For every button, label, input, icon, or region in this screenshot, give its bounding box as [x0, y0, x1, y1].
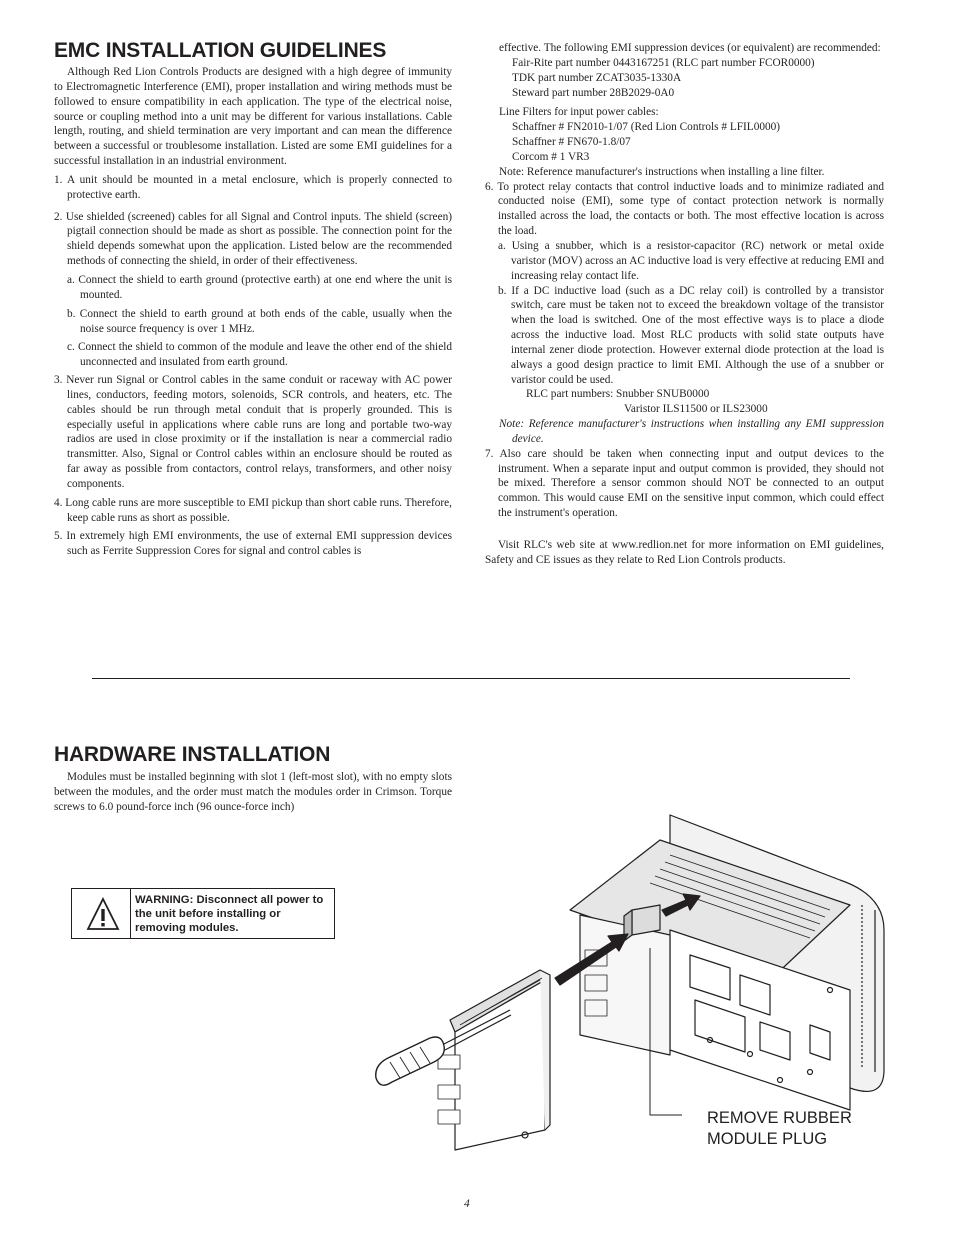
- emc-item-7: 7. Also care should be taken when connecting input and output devices to the instrument. When a separate input and output common is provided, they should not be mixed. Therefore a sensor common should NOT be connected to an output common. This would cause EMI on the sensitive input common, which could effect the instrument's operation.: [485, 447, 884, 520]
- emc-intro: Although Red Lion Controls Products are designed with a high degree of immunity to Electromagnetic Interference (EMI), proper installation and wiring methods must be followed to ensure compatibility in each application. The type of the electrical noise, source or coupling method into a unit may be different for various installations. Cable length, routing, and shield termination are very important and can mean the difference between a successful or troublesome installation. Listed are some EMI guidelines for a successful installation in an industrial environment.: [54, 66, 452, 168]
- warning-divider: [130, 889, 131, 938]
- rlc-part-numbers: RLC part numbers: Snubber SNUB0000: [526, 388, 710, 401]
- warning-text: WARNING: Disconnect all power to the unit before installing or removing modules.: [135, 894, 324, 935]
- emc-item-6b: b. If a DC inductive load (such as a DC relay coil) is controlled by a transistor switch, care must be taken not to exceed the breakdown voltage of the transistor when the load is switched. One of the most effective ways is to place a diode across the inductive load. Most RLC products with solid state outputs have internal zener diode protection. However external diode protection at the load is always a good design practice to limit EMI. Although the use of a snubber or varistor could be used.: [498, 284, 884, 386]
- ferrite-part-2: TDK part number ZCAT3035-1330A: [512, 71, 682, 84]
- callout-line-1: REMOVE RUBBER: [707, 1109, 852, 1127]
- line-filter-3: Corcom # 1 VR3: [512, 150, 590, 163]
- emc-item-6: 6. To protect relay contacts that control inductive loads and to minimize radiated and conducted noise (EMI), some type of contact protection network is normally installed across the load, the contacts or both. The most effective location is across the load.: [485, 180, 884, 238]
- expansion-module: [438, 970, 550, 1150]
- emc-item-5: 5. In extremely high EMI environments, the use of external EMI suppression devices such as Ferrite Suppression Cores for signal and control cables is: [54, 530, 452, 558]
- rlc-varistor-parts: Varistor ILS11500 or ILS23000: [624, 403, 768, 416]
- emc-right-column: [485, 41, 884, 568]
- line-filter-1: Schaffner # FN2010-1/07 (Red Lion Controls # LFIL0000): [512, 121, 781, 134]
- emc-item-2: 2. Use shielded (screened) cables for all Signal and Control inputs. The shield (screen) pigtail connection should be made as short as possible. The connection point for the shield depends somewhat upon the application. Listed below are the recommended methods of connecting the shield, in order of their effectiveness.: [54, 210, 452, 268]
- section-divider: [92, 678, 850, 679]
- emc-item-4: 4. Long cable runs are more susceptible to EMI pickup than short cable runs. Therefore, keep cable runs as short as possible.: [54, 496, 452, 524]
- warning-icon: [86, 897, 120, 931]
- emc-item-1: 1. A unit should be mounted in a metal enclosure, which is properly connected to protective earth.: [54, 173, 452, 201]
- line-filter-2: Schaffner # FN670-1.8/07: [512, 136, 631, 149]
- hardware-body: Modules must be installed beginning with slot 1 (left-most slot), with no empty slots between the modules, and the order must match the modules order in Crimson. Torque screws to 6.0 pound-force inch (96 ounce-force inch): [54, 771, 452, 813]
- emc-item-2c: c. Connect the shield to common of the module and leave the other end of the shield unconnected and insulated from earth ground.: [67, 341, 452, 369]
- emc-item-5-continued: effective. The following EMI suppression devices (or equivalent) are recommended:: [499, 42, 881, 54]
- callout-line-2: MODULE PLUG: [707, 1129, 828, 1148]
- emc-item-6a: a. Using a snubber, which is a resistor-capacitor (RC) network or metal oxide varistor (MOV) across an AC inductive load is very effective at reducing EMI and increasing relay contact life.: [498, 239, 884, 282]
- hardware-title: HARDWARE INSTALLATION: [54, 743, 331, 766]
- remove-plug-callout: [707, 1108, 852, 1149]
- ferrite-part-1: Fair-Rite part number 0443167251 (RLC part number FCOR0000): [512, 56, 815, 69]
- line-filters-heading: Line Filters for input power cables:: [499, 106, 659, 119]
- warning-box: [71, 888, 335, 939]
- hmi-unit: [570, 815, 884, 1110]
- ferrite-part-3: Steward part number 28B2029-0A0: [512, 86, 675, 99]
- emc-item-2a: a. Connect the shield to earth ground (protective earth) at one end where the unit is mounted.: [67, 273, 452, 301]
- page-number: 4: [464, 1198, 470, 1210]
- emc-visit-website: Visit RLC's web site at www.redlion.net for more information on EMI guidelines, Safety and CE issues as they relate to Red Lion Controls products.: [485, 539, 884, 566]
- hardware-section: [54, 742, 452, 815]
- emc-item-2b: b. Connect the shield to earth ground at both ends of the cable, usually when the noise source frequency is over 1 MHz.: [67, 307, 452, 335]
- line-filter-note: Note: Reference manufacturer's instructions when installing a line filter.: [499, 165, 825, 178]
- emc-item-3: 3. Never run Signal or Control cables in the same conduit or raceway with AC power lines, conductors, feeding motors, solenoids, SCR controls, and heaters, etc. The cables should be run through metal conduit that is properly grounded. This is especially useful in applications where cable runs are long and portable two-way radios are used in close proximity or if the installation is near a commercial radio transmitter. Also, Signal or Control cables within an enclosure should be routed as far away as possible from contactors, control relays, transformers, and other noisy components.: [54, 374, 452, 490]
- emc-left-column: [54, 38, 452, 559]
- emc-item-6-note: Note: Reference manufacturer's instructions when installing any EMI suppression device.: [499, 418, 884, 445]
- emc-title: EMC INSTALLATION GUIDELINES: [54, 39, 387, 62]
